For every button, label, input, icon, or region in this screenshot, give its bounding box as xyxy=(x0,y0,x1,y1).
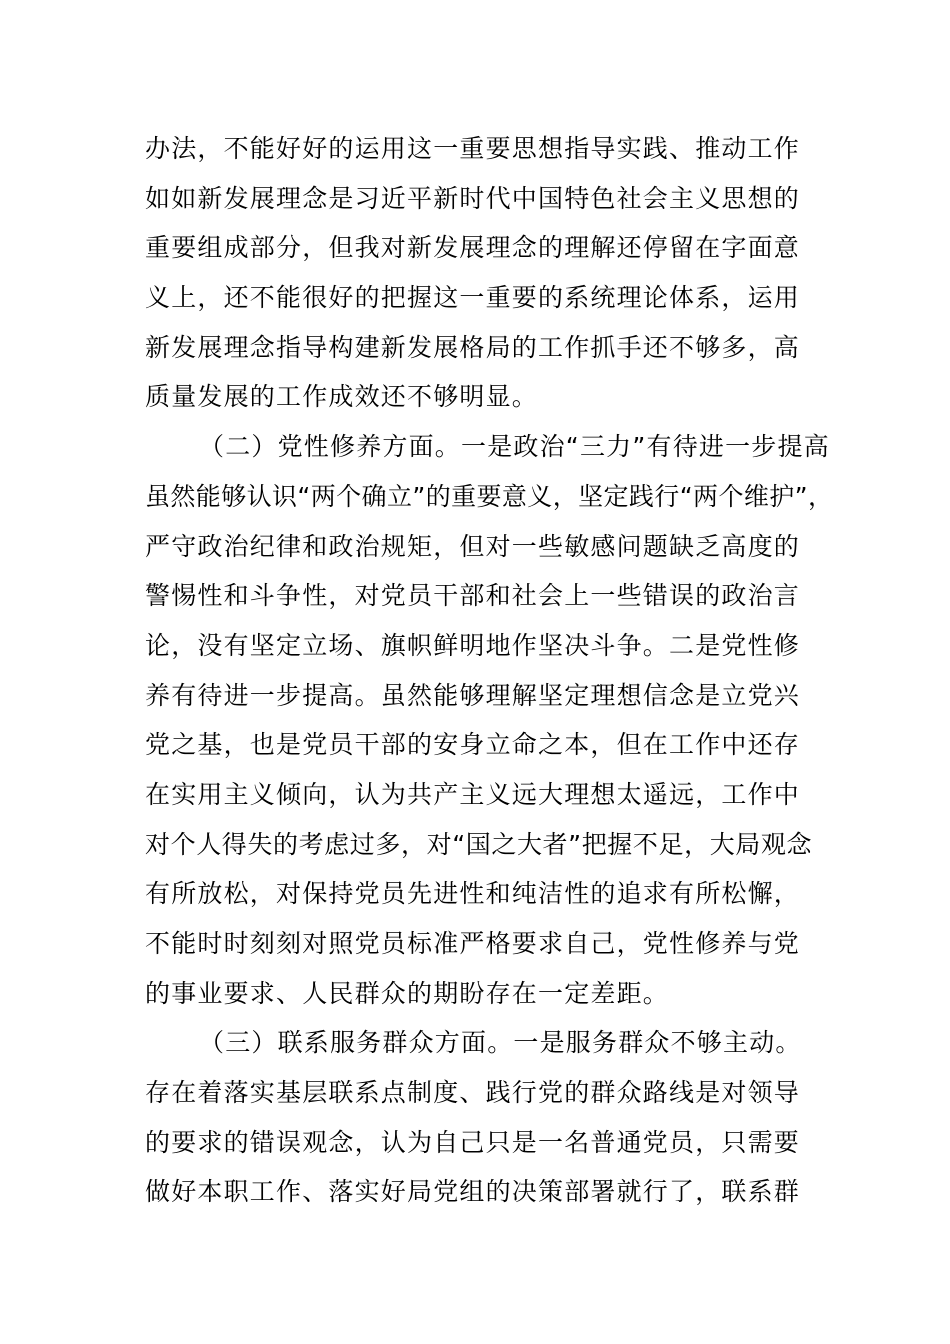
text-line: 办法，不能好好的运用这一重要思想指导实践、推动工作 xyxy=(145,134,801,163)
text-line: 质量发展的工作成效还不够明显。 xyxy=(145,382,539,412)
body-text xyxy=(145,124,835,1217)
text-line: 义上，还不能很好的把握这一重要的系统理论体系，运用 xyxy=(145,283,801,313)
text-line: 新发展理念指导构建新发展格局的工作抓手还不够多，高 xyxy=(145,332,801,362)
text-line: 养有待进一步提高。虽然能够理解坚定理想信念是立党兴 xyxy=(145,680,801,710)
text-line: 存在着落实基层联系点制度、践行党的群众路线是对领导 xyxy=(145,1078,801,1108)
section-heading-line: （二）党性修养方面。一是政治“三力”有待进一步提高 xyxy=(199,432,830,462)
text-line: 对个人得失的考虑过多，对“国之大者”把握不足，大局观念 xyxy=(145,829,813,859)
text-line: 做好本职工作、落实好局党组的决策部署就行了，联系群 xyxy=(145,1177,801,1207)
text-line: 警惕性和斗争性，对党员干部和社会上一些错误的政治言 xyxy=(145,581,801,611)
text-line: 严守政治纪律和政治规矩，但对一些敏感问题缺乏高度的 xyxy=(145,531,801,561)
text-line: 的要求的错误观念，认为自己只是一名普通党员，只需要 xyxy=(145,1127,801,1157)
text-line: 不能时时刻刻对照党员标准严格要求自己，党性修养与党 xyxy=(145,929,801,958)
text-line: 论，没有坚定立场、旗帜鲜明地作坚决斗争。二是党性修 xyxy=(145,630,801,660)
text-line: 重要组成部分，但我对新发展理念的理解还停留在字面意 xyxy=(145,233,801,263)
text-line: 有所放松，对保持党员先进性和纯洁性的追求有所松懈， xyxy=(145,879,801,909)
text-line: 如如新发展理念是习近平新时代中国特色社会主义思想的 xyxy=(145,183,801,213)
section-heading-line: （三）联系服务群众方面。一是服务群众不够主动。 xyxy=(199,1028,802,1058)
text-line: 的事业要求、人民群众的期盼存在一定差距。 xyxy=(145,978,670,1008)
text-line: 虽然能够认识“两个确立”的重要意义，坚定践行“两个维护”， xyxy=(145,481,834,511)
text-line: 党之基，也是党员干部的安身立命之本，但在工作中还存 xyxy=(145,730,801,760)
text-line: 在实用主义倾向，认为共产主义远大理想太遥远，工作中 xyxy=(145,779,801,809)
